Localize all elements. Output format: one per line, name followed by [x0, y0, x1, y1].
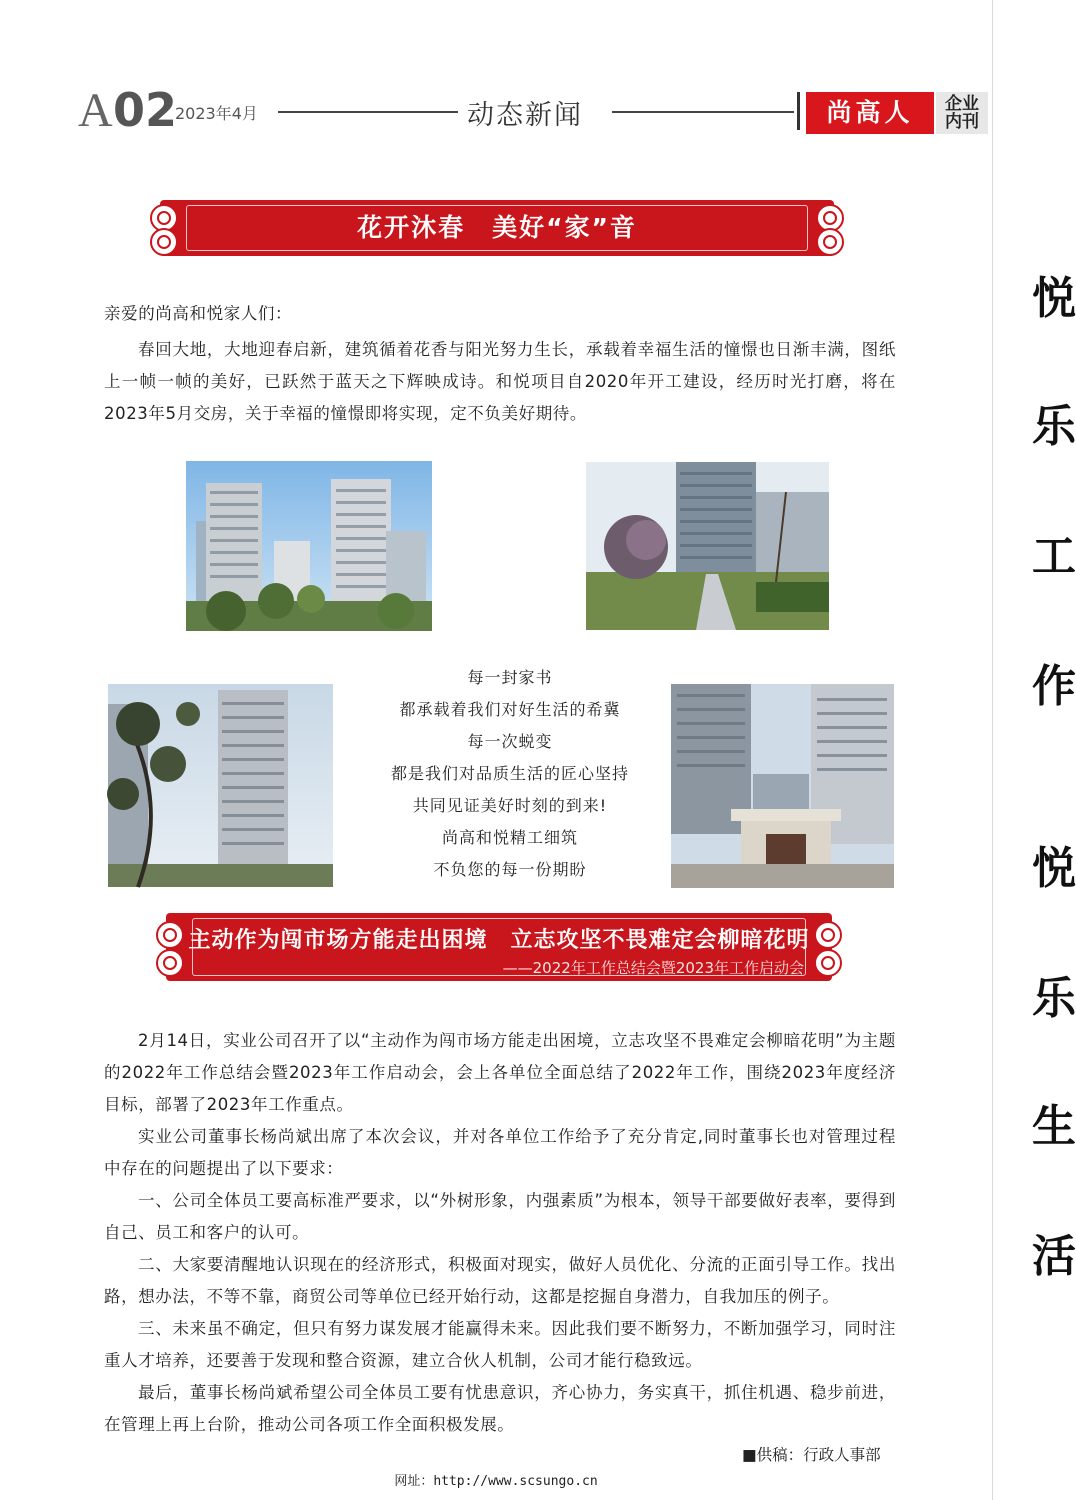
side-calligraphy-char: 活: [1032, 1231, 1076, 1282]
side-calligraphy-char: 生: [1032, 1101, 1076, 1152]
header-rule-left: [278, 111, 458, 113]
photo-garden-path: [586, 462, 829, 630]
side-calligraphy-char: 乐: [1032, 401, 1076, 452]
side-calligraphy-char: 悦: [1032, 273, 1076, 324]
article2-credit: ■供稿：行政人事部: [742, 1446, 881, 1464]
poem-line: 都承载着我们对好生活的希冀: [399, 700, 621, 719]
poem-line: 共同见证美好时刻的到来!: [412, 796, 608, 815]
poem-line: 都是我们对品质生活的匠心坚持: [390, 764, 629, 783]
header-rule-right: [612, 111, 794, 113]
side-calligraphy-char: 作: [1032, 661, 1076, 712]
photo-residential-towers: [186, 461, 432, 631]
brand-logo: [936, 92, 988, 134]
article2-paragraph: 一、公司全体员工要高标准严要求，以“外树形象，内强素质”为根本，领导干部要做好表率，要得到自己、员工和客户的认可。: [104, 1191, 896, 1242]
article2-paragraph: 二、大家要清醒地认识现在的经济形式，积极面对现实，做好人员优化、分流的正面引导工作。找出路，想办法，不等不靠，商贸公司等单位已经开始行动，这都是挖掘自身潜力，自我加压的例子。: [104, 1255, 896, 1306]
photo-entrance-gate: [671, 684, 894, 888]
page-letter: A: [78, 84, 113, 137]
header-divider: [797, 92, 800, 130]
issue-date: 2023年4月: [175, 104, 258, 123]
side-calligraphy-char: 乐: [1032, 973, 1076, 1024]
article2-paragraph: 最后，董事长杨尚斌希望公司全体员工要有忧患意识，齐心协力，务实真干，抓住机遇、稳步前进，在管理上再上台阶，推动公司各项工作全面积极发展。: [104, 1383, 896, 1434]
article2-body: [104, 1025, 896, 1441]
article1-title: 花开沐春 美好“家”音: [357, 213, 637, 242]
poem-line: 尚高和悦精工细筑: [441, 828, 578, 847]
article2-subtitle: ——2022年工作总结会暨2023年工作启动会: [502, 959, 804, 977]
footer-website: 网址：http://www.scsungo.cn: [394, 1474, 598, 1489]
poem-line: 每一次蜕变: [467, 732, 553, 751]
brand-logo-line: 内刊: [945, 112, 979, 132]
article1-paragraph: 春回大地，大地迎春启新，建筑循着花香与阳光努力生长，承载着幸福生活的憧憬也日渐丰满，图纸上一帧一帧的美好，已跃然于蓝天之下辉映成诗。和悦项目自2020年开工建设，经历时光打磨，将在2023年5月交房，关于幸福的憧憬即将实现，定不负美好期待。: [104, 340, 896, 423]
section-title: 动态新闻: [467, 100, 583, 131]
article1-poem: [350, 662, 670, 886]
article1-greeting: 亲爱的尚高和悦家人们：: [104, 304, 293, 323]
brand-badge: 尚高人: [806, 92, 934, 134]
poem-line: 不负您的每一份期盼: [433, 860, 587, 879]
page-number: 02: [113, 83, 178, 137]
article2-title-banner: [166, 913, 832, 981]
article2-paragraph: 2月14日，实业公司召开了以“主动作为闯市场方能走出困境，立志攻坚不畏难定会柳暗花明”为主题的2022年工作总结会暨2023年工作启动会，会上各单位全面总结了2022年工作，围绕2023年度经济目标，部署了2023年工作重点。: [104, 1031, 896, 1114]
photo-tower-with-tree: [108, 684, 333, 887]
article2-paragraph: 实业公司董事长杨尚斌出席了本次会议，并对各单位工作给予了充分肯定,同时董事长也对管理过程中存在的问题提出了以下要求：: [104, 1127, 896, 1178]
brand-logo-line: 企业: [945, 94, 979, 114]
poem-line: 每一封家书: [467, 668, 553, 687]
side-calligraphy-char: 工: [1032, 531, 1076, 582]
article1-title-banner: [160, 200, 834, 256]
article2-title: 主动作为闯市场方能走出困境 立志攻坚不畏难定会柳暗花明: [188, 928, 810, 953]
article2-paragraph: 三、未来虽不确定，但只有努力谋发展才能赢得未来。因此我们要不断努力，不断加强学习，同时注重人才培养，还要善于发现和整合资源，建立合伙人机制，公司才能行稳致远。: [104, 1319, 896, 1370]
side-calligraphy-char: 悦: [1032, 843, 1076, 894]
